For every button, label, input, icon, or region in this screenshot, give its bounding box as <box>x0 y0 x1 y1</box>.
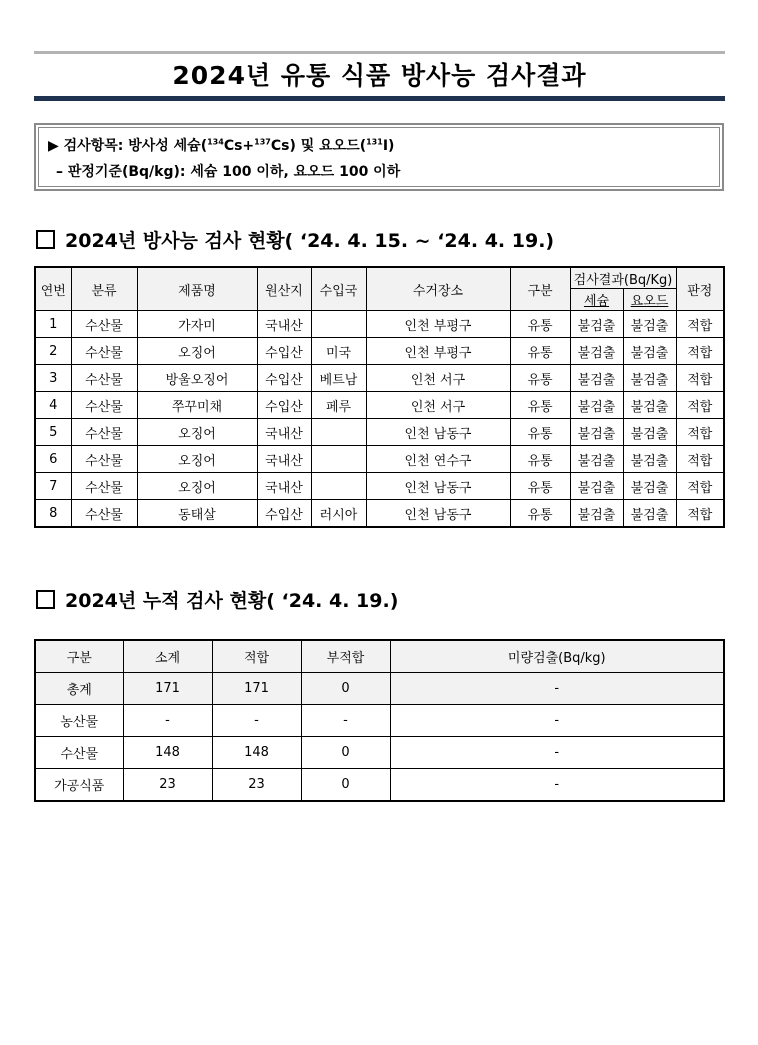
header-iodine: 요오드 <box>623 289 676 311</box>
title-rule <box>34 96 725 101</box>
criteria-mid-1: Cs+ <box>223 138 255 154</box>
table-row: 수산물 148 148 0 - <box>35 737 724 769</box>
criteria-standard-line: – 판정기준(Bq/kg): 세슘 100 이하, 요오드 100 이하 <box>56 164 401 180</box>
table-row: 가공식품 23 23 0 - <box>35 769 724 802</box>
section2-heading <box>36 586 398 613</box>
criteria-prefix: ▶ 검사항목: 방사성 세슘( <box>48 138 208 154</box>
header-fail: 부적합 <box>301 640 390 673</box>
top-rule <box>34 51 725 54</box>
table-row: 7 수산물 오징어 국내산 인천 남동구 유통 불검출 불검출 적합 <box>35 473 724 500</box>
criteria-sup-3: 131 <box>366 137 383 147</box>
header-import-country: 수입국 <box>311 267 366 311</box>
header-type: 구분 <box>510 267 570 311</box>
header-location: 수거장소 <box>366 267 510 311</box>
table-row: 5 수산물 오징어 국내산 인천 남동구 유통 불검출 불검출 적합 <box>35 419 724 446</box>
header-subtotal: 소계 <box>123 640 212 673</box>
table-row: 1 수산물 가자미 국내산 인천 부평구 유통 불검출 불검출 적합 <box>35 311 724 338</box>
table-row: 6 수산물 오징어 국내산 인천 연수구 유통 불검출 불검출 적합 <box>35 446 724 473</box>
criteria-mid-2: Cs) 및 요오드( <box>270 138 367 154</box>
header-pass: 적합 <box>212 640 301 673</box>
section1-title: 2024년 방사능 검사 현황( ‘24. 4. 15. ~ ‘24. 4. 19.) <box>65 230 555 252</box>
section1-heading <box>36 226 554 253</box>
table-row: 8 수산물 동태살 수입산 러시아 인천 남동구 유통 불검출 불검출 적합 <box>35 500 724 528</box>
header-judgment: 판정 <box>676 267 724 311</box>
table-row: 3 수산물 방울오징어 수입산 베트남 인천 서구 유통 불검출 불검출 적합 <box>35 365 724 392</box>
header-product: 제품명 <box>137 267 257 311</box>
header-no: 연번 <box>35 267 71 311</box>
criteria-sup-2: 137 <box>254 137 271 147</box>
table-row: 2 수산물 오징어 수입산 미국 인천 부평구 유통 불검출 불검출 적합 <box>35 338 724 365</box>
section2-title: 2024년 누적 검사 현황( ‘24. 4. 19.) <box>65 590 399 612</box>
header-result-group: 검사결과(Bq/Kg) <box>570 267 676 289</box>
table-row: 농산물 - - - - <box>35 705 724 737</box>
header-cesium: 세슘 <box>570 289 623 311</box>
checkbox-icon <box>36 230 55 249</box>
table-row: 총계 171 171 0 - <box>35 673 724 705</box>
header-origin: 원산지 <box>257 267 311 311</box>
criteria-box <box>34 123 724 191</box>
cumulative-results-table <box>34 639 725 802</box>
page-title: 2024년 유통 식품 방사능 검사결과 <box>172 61 587 90</box>
header-trace: 미량검출(Bq/kg) <box>390 640 724 673</box>
checkbox-icon <box>36 590 55 609</box>
header-category: 분류 <box>71 267 137 311</box>
table-row: 4 수산물 쭈꾸미채 수입산 페루 인천 서구 유통 불검출 불검출 적합 <box>35 392 724 419</box>
header-type: 구분 <box>35 640 123 673</box>
criteria-suffix: I) <box>382 138 395 154</box>
criteria-sup-1: 134 <box>207 137 224 147</box>
criteria-items-line <box>48 135 394 155</box>
weekly-results-table <box>34 266 725 528</box>
